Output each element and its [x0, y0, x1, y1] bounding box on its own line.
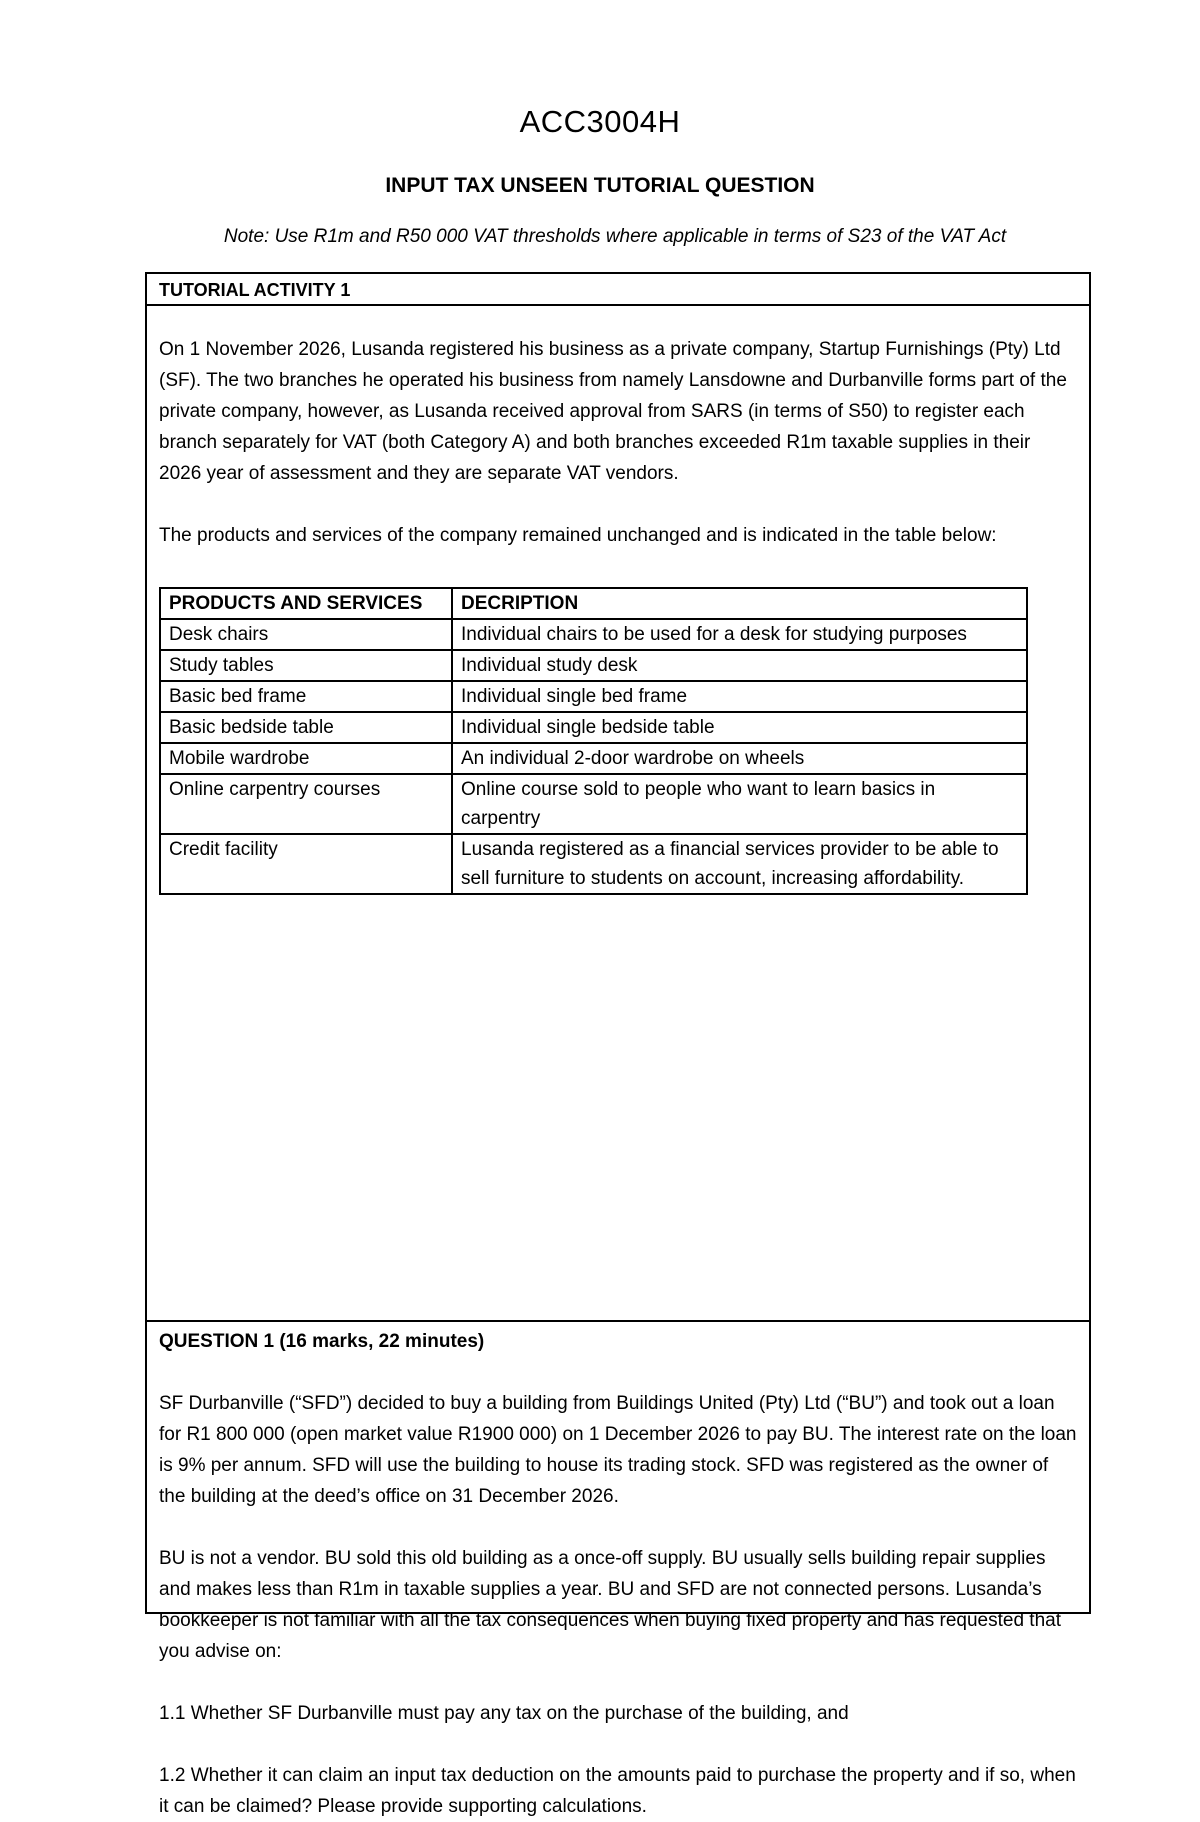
description-cell: Lusanda registered as a financial services provider to be able to sell furniture to students on account, increasing affordability.: [452, 834, 1027, 894]
table-row: [160, 743, 1027, 774]
question-item-1-1: 1.1 Whether SF Durbanville must pay any tax on the purchase of the building, and: [159, 1703, 849, 1724]
product-cell: Study tables: [160, 650, 452, 681]
threshold-note: Note: Use R1m and R50 000 VAT thresholds where applicable in terms of S23 of the VAT Act: [223, 226, 1007, 247]
table-header-row: [160, 588, 1027, 619]
course-code: ACC3004H: [519, 104, 681, 139]
question-paragraph-2: BU is not a vendor. BU sold this old building as a once-off supply. BU usually sells building repair supplies and makes less than R1m in taxable supplies a year. BU and SFD are not connected persons. Lusanda’s bookkeeper is not familiar with all the tax consequences when buying fixed property and has requested that you advise on:: [159, 1548, 1061, 1662]
product-cell: Mobile wardrobe: [160, 743, 452, 774]
activity-paragraph-1: On 1 November 2026, Lusanda registered his business as a private company, Startup Furnishings (Pty) Ltd (SF). The two branches he operated his business from namely Lansdowne and Durbanville forms part of the private company, however, as Lusanda received approval from SARS (in terms of S50) to register each branch separately for VAT (both Category A) and both branches exceeded R1m taxable supplies in their 2026 year of assessment and they are separate VAT vendors.: [159, 339, 1067, 484]
tutorial-box: [145, 272, 1091, 1817]
product-cell: Online carpentry courses: [160, 774, 452, 834]
description-cell: Individual chairs to be used for a desk for studying purposes: [452, 619, 1027, 650]
products-table: [159, 587, 1028, 895]
document-title: INPUT TAX UNSEEN TUTORIAL QUESTION: [385, 174, 815, 197]
table-row: [160, 774, 1027, 834]
description-cell: Individual study desk: [452, 650, 1027, 681]
description-cell: Individual single bedside table: [452, 712, 1027, 743]
question-section: [147, 1322, 1089, 1822]
column-header-products: PRODUCTS AND SERVICES: [160, 588, 452, 619]
activity-paragraph-2: The products and services of the company remained unchanged and is indicated in the table below:: [159, 525, 997, 546]
activity-section: [147, 334, 1089, 1322]
activity-heading: TUTORIAL ACTIVITY 1: [147, 274, 1089, 306]
product-cell: Credit facility: [160, 834, 452, 894]
table-row: [160, 650, 1027, 681]
description-cell: An individual 2-door wardrobe on wheels: [452, 743, 1027, 774]
question-item-1-2: 1.2 Whether it can claim an input tax deduction on the amounts paid to purchase the property and if so, when it can be claimed? Please provide supporting calculations.: [159, 1765, 1076, 1817]
question-paragraph-1: SF Durbanville (“SFD”) decided to buy a building from Buildings United (Pty) Ltd (“BU”) and took out a loan for R1 800 000 (open market value R1900 000) on 1 December 2026 to pay BU. The interest rate on the loan is 9% per annum. SFD will use the building to house its trading stock. SFD was registered as the owner of the building at the deed’s office on 31 December 2026.: [159, 1393, 1077, 1507]
description-cell: Online course sold to people who want to learn basics in carpentry: [452, 774, 1027, 834]
table-row: [160, 712, 1027, 743]
product-cell: Desk chairs: [160, 619, 452, 650]
table-row: [160, 834, 1027, 894]
column-header-description: DECRIPTION: [452, 588, 1027, 619]
question-heading: QUESTION 1 (16 marks, 22 minutes): [159, 1331, 485, 1352]
product-cell: Basic bed frame: [160, 681, 452, 712]
product-cell: Basic bedside table: [160, 712, 452, 743]
table-row: [160, 619, 1027, 650]
description-cell: Individual single bed frame: [452, 681, 1027, 712]
table-row: [160, 681, 1027, 712]
